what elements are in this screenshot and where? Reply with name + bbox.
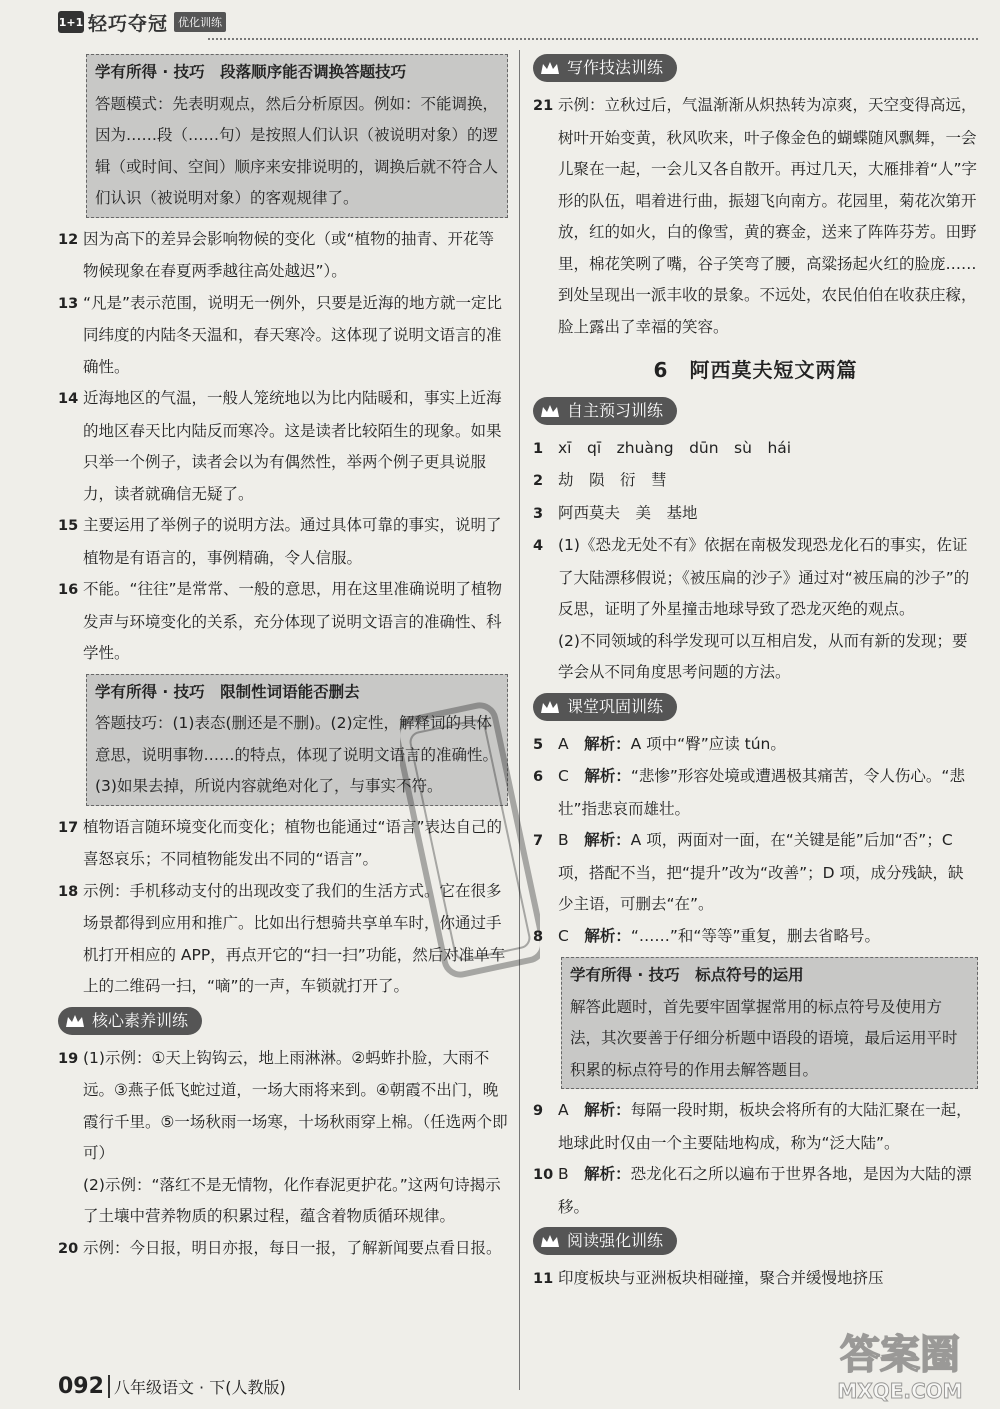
section-classroom bbox=[533, 693, 978, 721]
answer-item: 16 不能。“往往”是常常、一般的意思，用在这里准确说明了植物发声与环境变化的关系，充分体现了说明文语言的准确性、科学性。 bbox=[58, 580, 503, 662]
tip-title: 学有所得 · 技巧 标点符号的运用 bbox=[570, 966, 804, 984]
answer-item: 13 “凡是”表示范围，说明无一例外，只要是近海的地方就一定比同纬度的内陆冬天温和，春天寒冷。这体现了说明文语言的准确性。 bbox=[58, 293, 503, 376]
answer-item: 7 B 解析：A 项，两面对一面，在“关键是能”后加“否”；C 项，搭配不当，把“提升”改为“改善”；D 项，成分残缺，缺少主语，可删去“在”。 bbox=[533, 831, 964, 913]
tip-box-punctuation bbox=[561, 957, 978, 1089]
book-title: 八年级语文 · 下(人教版) bbox=[108, 1375, 286, 1398]
left-column bbox=[58, 50, 508, 1265]
section-title: 阅读强化训练 bbox=[567, 1231, 664, 1251]
answer-item: 19 (1)示例：①天上钩钩云，地上雨淋淋。②蚂蚱扑脸，大雨不远。③燕子低飞蛇过道，一场大雨将来到。④朝霞不出门，晚霞行千里。⑤一场秋雨一场寒，十场秋雨穿上棉。（任选两个即可） bbox=[58, 1048, 508, 1162]
tip-title: 学有所得 · 技巧 限制性词语能否删去 bbox=[95, 682, 360, 701]
crown-icon bbox=[539, 1232, 561, 1250]
answer-item: 6 C 解析：“悲惨”形容处境或遭遇极其痛苦，令人伤心。“悲壮”指悲哀而雄壮。 bbox=[533, 767, 965, 818]
column-divider bbox=[519, 50, 520, 1390]
watermark-logo-icon bbox=[810, 1320, 990, 1405]
brand-sub: 优化训练 bbox=[174, 12, 226, 32]
answer-item: 11 印度板块与亚洲板块相碰撞，聚合并缓慢地挤压 bbox=[533, 1269, 884, 1287]
svg-text:MXQE.COM: MXQE.COM bbox=[837, 1379, 963, 1403]
answer-item: (2)不同领域的科学发现可以互相启发，从而有新的发现；要学会从不同角度思考问题的方法。 bbox=[558, 631, 968, 681]
crown-icon bbox=[539, 698, 561, 716]
answer-item: 21 示例：立秋过后，气温渐渐从炽热转为凉爽，天空变得高远，树叶开始变黄，秋风吹来，叶子像金色的蝴蝶随风飘舞，一会儿聚在一起，一会儿又各自散开。再过几天，大雁排着“人”字形的队伍，唱着进行曲，振翅飞向南方。花园里，菊花次第开放，红的如火，白的像雪，黄的赛金，送来了阵阵芬芳。田野里，棉花笑咧了嘴，谷子笑弯了腰，高粱扬起火红的脸庞……到处呈现出一派丰收的景象。不远处，农民伯伯在收获庄稼，脸上露出了幸福的笑容。 bbox=[533, 96, 978, 336]
tip-body: 解答此题时，首先要牢固掌握常用的标点符号及使用方法，其次要善于仔细分析题中语段的语境，最后运用平时积累的标点符号的作用去解答题目。 bbox=[570, 997, 958, 1079]
section-reading bbox=[533, 1227, 978, 1255]
answer-item: 3 阿西莫夫 美 基地 bbox=[533, 503, 698, 522]
answer-item: 2 劫 陨 衍 彗 bbox=[533, 471, 667, 489]
tip-body: 答题技巧：(1)表态(删还是不删)。(2)定性，解释词的具体意思，说明事物……的特点，体现了说明文语言的准确性。(3)如果去掉，所说内容就绝对化了，与事实不符。 bbox=[95, 714, 499, 795]
crown-icon bbox=[64, 1012, 86, 1030]
answer-item: 5 A 解析：A 项中“臀”应读 tún。 bbox=[533, 734, 786, 753]
tip-title: 学有所得 · 技巧 段落顺序能否调换答题技巧 bbox=[95, 63, 407, 81]
page-number: 092 bbox=[58, 1374, 104, 1399]
section-writing bbox=[533, 54, 978, 82]
answer-item: 20 示例：今日报，明日亦报，每日一报，了解新闻要点看日报。 bbox=[58, 1238, 502, 1257]
section-preview bbox=[533, 397, 978, 425]
answer-item: 10 B 解析：恐龙化石之所以遍布于世界各地，是因为大陆的漂移。 bbox=[533, 1165, 972, 1216]
section-title: 核心素养训练 bbox=[92, 1010, 189, 1030]
right-column bbox=[533, 50, 978, 1296]
crown-icon bbox=[539, 59, 561, 77]
tip-body: 答题模式：先表明观点，然后分析原因。例如：不能调换，因为……段（……句）是按照人们认识（被说明对象）的逻辑（或时间、空间）顺序来安排说明的，调换后就不符合人们认识（被说明对象）的客观规律了。 bbox=[95, 94, 499, 207]
page-footer bbox=[58, 1374, 286, 1399]
tip-box-limiting-words bbox=[86, 674, 508, 806]
logo-badge: 1+1 bbox=[58, 11, 84, 33]
answer-item: 15 主要运用了举例子的说明方法。通过具体可靠的事实，说明了植物是有语言的，事例精确，令人信服。 bbox=[58, 516, 502, 567]
brand-name: 轻巧夺冠 bbox=[88, 12, 169, 35]
section-title: 课堂巩固训练 bbox=[567, 696, 664, 716]
answer-item: 4 (1)《恐龙无处不有》依据在南极发现恐龙化石的事实，佐证了大陆漂移假说；《被压扁的沙子》通过对“被压扁的沙子”的反思，证明了外星撞击地球导致了恐龙灭绝的观点。 bbox=[533, 536, 970, 618]
section-title: 自主预习训练 bbox=[567, 400, 664, 420]
svg-text:答案圈: 答案圈 bbox=[840, 1332, 960, 1378]
brand-logo bbox=[58, 8, 226, 36]
page-header bbox=[58, 8, 978, 40]
answer-item: 12 因为高下的差异会影响物候的变化（或“植物的抽青、开花等物候现象在春夏两季越往高处越迟”）。 bbox=[58, 229, 495, 280]
answer-item: 17 植物语言随环境变化而变化；植物也能通过“语言”表达自己的喜怒哀乐；不同植物能发出不同的“语言”。 bbox=[58, 817, 503, 868]
answer-item: 18 示例：手机移动支付的出现改变了我们的生活方式。它在很多场景都得到应用和推广。比如出行想骑共享单车时，你通过手机打开相应的 APP，再点开它的“扫一扫”功能，然后对准单车上的二维码一扫，“嘀”的一声，车锁就打开了。 bbox=[58, 881, 506, 995]
header-dotted-line bbox=[208, 38, 978, 40]
tip-box-paragraph-order bbox=[86, 54, 508, 218]
answer-item: 1 xī qī zhuàng dūn sù hái bbox=[533, 438, 792, 457]
answer-item: 14 近海地区的气温，一般人笼统地以为比内陆暖和，事实上近海的地区春天比内陆反而寒冷。这是读者比较陌生的现象。如果只举一个例子，读者会以为有偶然性，举两个例子更具说服力，读者就确信无疑了。 bbox=[58, 389, 502, 503]
answer-item: 9 A 解析：每隔一段时期，板块会将所有的大陆汇聚在一起，地球此时仅由一个主要陆地构成，称为“泛大陆”。 bbox=[533, 1101, 972, 1152]
crown-icon bbox=[539, 402, 561, 420]
section-core-literacy bbox=[58, 1007, 508, 1035]
answer-item: 8 C 解析：“……”和“等等”重复，删去省略号。 bbox=[533, 926, 880, 945]
section-title: 写作技法训练 bbox=[567, 58, 664, 78]
answer-item: (2)示例：“落红不是无情物，化作春泥更护花。”这两句诗揭示了土壤中营养物质的积累过程，蕴含着物质循环规律。 bbox=[83, 1175, 501, 1225]
chapter-title: 6 阿西莫夫短文两篇 bbox=[653, 358, 858, 382]
